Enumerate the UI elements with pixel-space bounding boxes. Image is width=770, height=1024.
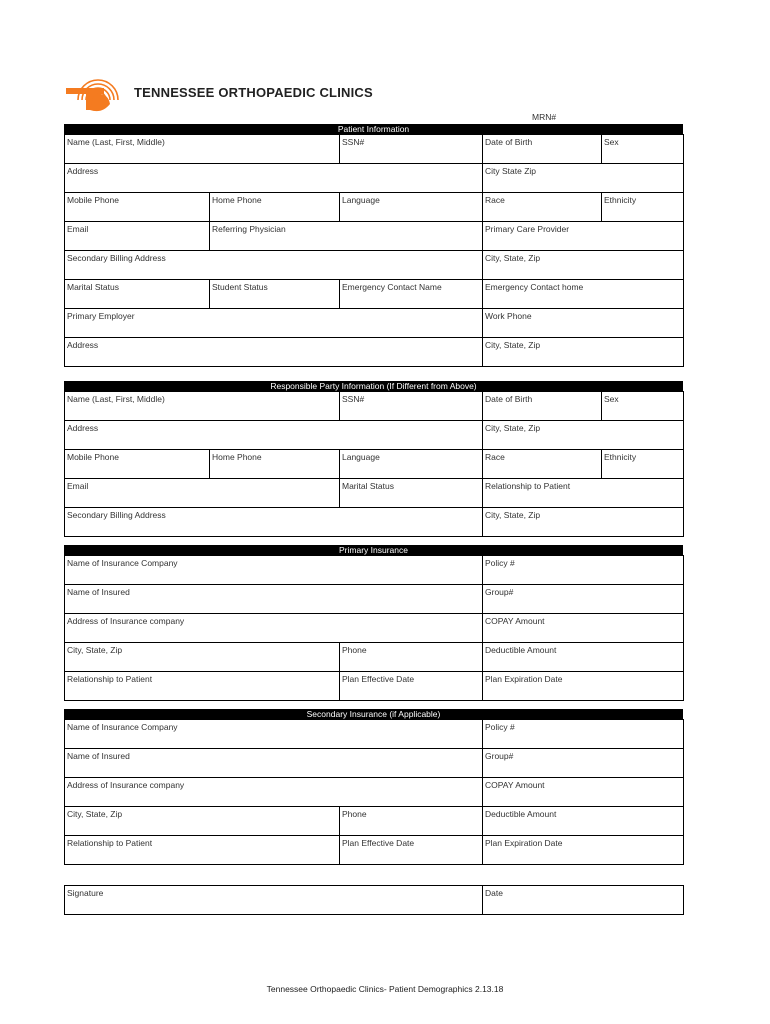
field-emergency-contact-home[interactable]: Emergency Contact home [483, 280, 684, 309]
field-city-state-zip[interactable]: City, State, Zip [65, 807, 340, 836]
field-sex[interactable]: Sex [602, 135, 684, 164]
field-language[interactable]: Language [340, 193, 483, 222]
field-city-state-zip[interactable]: City, State, Zip [65, 643, 340, 672]
field-email[interactable]: Email [65, 222, 210, 251]
field-name[interactable]: Name (Last, First, Middle) [65, 135, 340, 164]
primary-insurance-section [64, 545, 683, 701]
section-header: Primary Insurance [64, 545, 683, 556]
field-date-of-birth[interactable]: Date of Birth [483, 135, 602, 164]
field-work-phone[interactable]: Work Phone [483, 309, 684, 338]
field-home-phone[interactable]: Home Phone [210, 450, 340, 479]
mrn-label: MRN# [532, 112, 557, 122]
field-referring-physician[interactable]: Referring Physician [210, 222, 483, 251]
responsible-party-section [64, 381, 683, 537]
field-plan-expiration-date[interactable]: Plan Expiration Date [483, 836, 684, 865]
field-copay-amount[interactable]: COPAY Amount [483, 778, 684, 807]
field-deductible-amount[interactable]: Deductible Amount [483, 807, 684, 836]
field-relationship-to-patient[interactable]: Relationship to Patient [483, 479, 684, 508]
page-footer: Tennessee Orthopaedic Clinics- Patient Demographics 2.13.18 [266, 984, 504, 994]
field-insurance-address[interactable]: Address of Insurance company [65, 778, 483, 807]
field-relationship-to-patient[interactable]: Relationship to Patient [65, 672, 340, 701]
field-phone[interactable]: Phone [340, 807, 483, 836]
field-sex[interactable]: Sex [602, 392, 684, 421]
field-city-state-zip[interactable]: City, State, Zip [483, 508, 684, 537]
field-home-phone[interactable]: Home Phone [210, 193, 340, 222]
section-header: Responsible Party Information (If Different from Above) [64, 381, 683, 392]
field-plan-effective-date[interactable]: Plan Effective Date [340, 672, 483, 701]
field-deductible-amount[interactable]: Deductible Amount [483, 643, 684, 672]
field-primary-care-provider[interactable]: Primary Care Provider [483, 222, 684, 251]
field-secondary-billing-address[interactable]: Secondary Billing Address [65, 508, 483, 537]
field-address[interactable]: Address [65, 164, 483, 193]
field-city-state-zip[interactable]: City State Zip [483, 164, 684, 193]
field-group-number[interactable]: Group# [483, 585, 684, 614]
field-ethnicity[interactable]: Ethnicity [602, 193, 684, 222]
secondary-insurance-section [64, 709, 683, 865]
field-ssn[interactable]: SSN# [340, 392, 483, 421]
field-insurance-address[interactable]: Address of Insurance company [65, 614, 483, 643]
section-header: Patient Information [64, 124, 683, 135]
signature-section [64, 885, 683, 915]
field-marital-status[interactable]: Marital Status [340, 479, 483, 508]
field-copay-amount[interactable]: COPAY Amount [483, 614, 684, 643]
field-policy-number[interactable]: Policy # [483, 720, 684, 749]
field-name-of-insured[interactable]: Name of Insured [65, 749, 483, 778]
field-address[interactable]: Address [65, 421, 483, 450]
field-name[interactable]: Name (Last, First, Middle) [65, 392, 340, 421]
field-insurance-company[interactable]: Name of Insurance Company [65, 720, 483, 749]
field-ssn[interactable]: SSN# [340, 135, 483, 164]
field-language[interactable]: Language [340, 450, 483, 479]
field-race[interactable]: Race [483, 450, 602, 479]
field-employer-city-state-zip[interactable]: City, State, Zip [483, 338, 684, 367]
field-date-of-birth[interactable]: Date of Birth [483, 392, 602, 421]
clinic-name: TENNESSEE ORTHOPAEDIC CLINICS [134, 85, 373, 100]
field-date[interactable]: Date [483, 886, 684, 915]
field-mobile-phone[interactable]: Mobile Phone [65, 193, 210, 222]
field-primary-employer[interactable]: Primary Employer [65, 309, 483, 338]
field-group-number[interactable]: Group# [483, 749, 684, 778]
section-header: Secondary Insurance (if Applicable) [64, 709, 683, 720]
field-race[interactable]: Race [483, 193, 602, 222]
field-city-state-zip[interactable]: City, State, Zip [483, 421, 684, 450]
field-plan-effective-date[interactable]: Plan Effective Date [340, 836, 483, 865]
field-city-state-zip[interactable]: City, State, Zip [483, 251, 684, 280]
field-email[interactable]: Email [65, 479, 340, 508]
field-secondary-billing-address[interactable]: Secondary Billing Address [65, 251, 483, 280]
clinic-logo-mark-icon [64, 70, 128, 118]
field-student-status[interactable]: Student Status [210, 280, 340, 309]
field-mobile-phone[interactable]: Mobile Phone [65, 450, 210, 479]
field-plan-expiration-date[interactable]: Plan Expiration Date [483, 672, 684, 701]
field-marital-status[interactable]: Marital Status [65, 280, 210, 309]
patient-information-section [64, 124, 683, 367]
field-ethnicity[interactable]: Ethnicity [602, 450, 684, 479]
field-signature[interactable]: Signature [65, 886, 483, 915]
field-insurance-company[interactable]: Name of Insurance Company [65, 556, 483, 585]
field-policy-number[interactable]: Policy # [483, 556, 684, 585]
field-phone[interactable]: Phone [340, 643, 483, 672]
field-name-of-insured[interactable]: Name of Insured [65, 585, 483, 614]
field-employer-address[interactable]: Address [65, 338, 483, 367]
field-emergency-contact-name[interactable]: Emergency Contact Name [340, 280, 483, 309]
clinic-logo [64, 70, 373, 120]
field-relationship-to-patient[interactable]: Relationship to Patient [65, 836, 340, 865]
